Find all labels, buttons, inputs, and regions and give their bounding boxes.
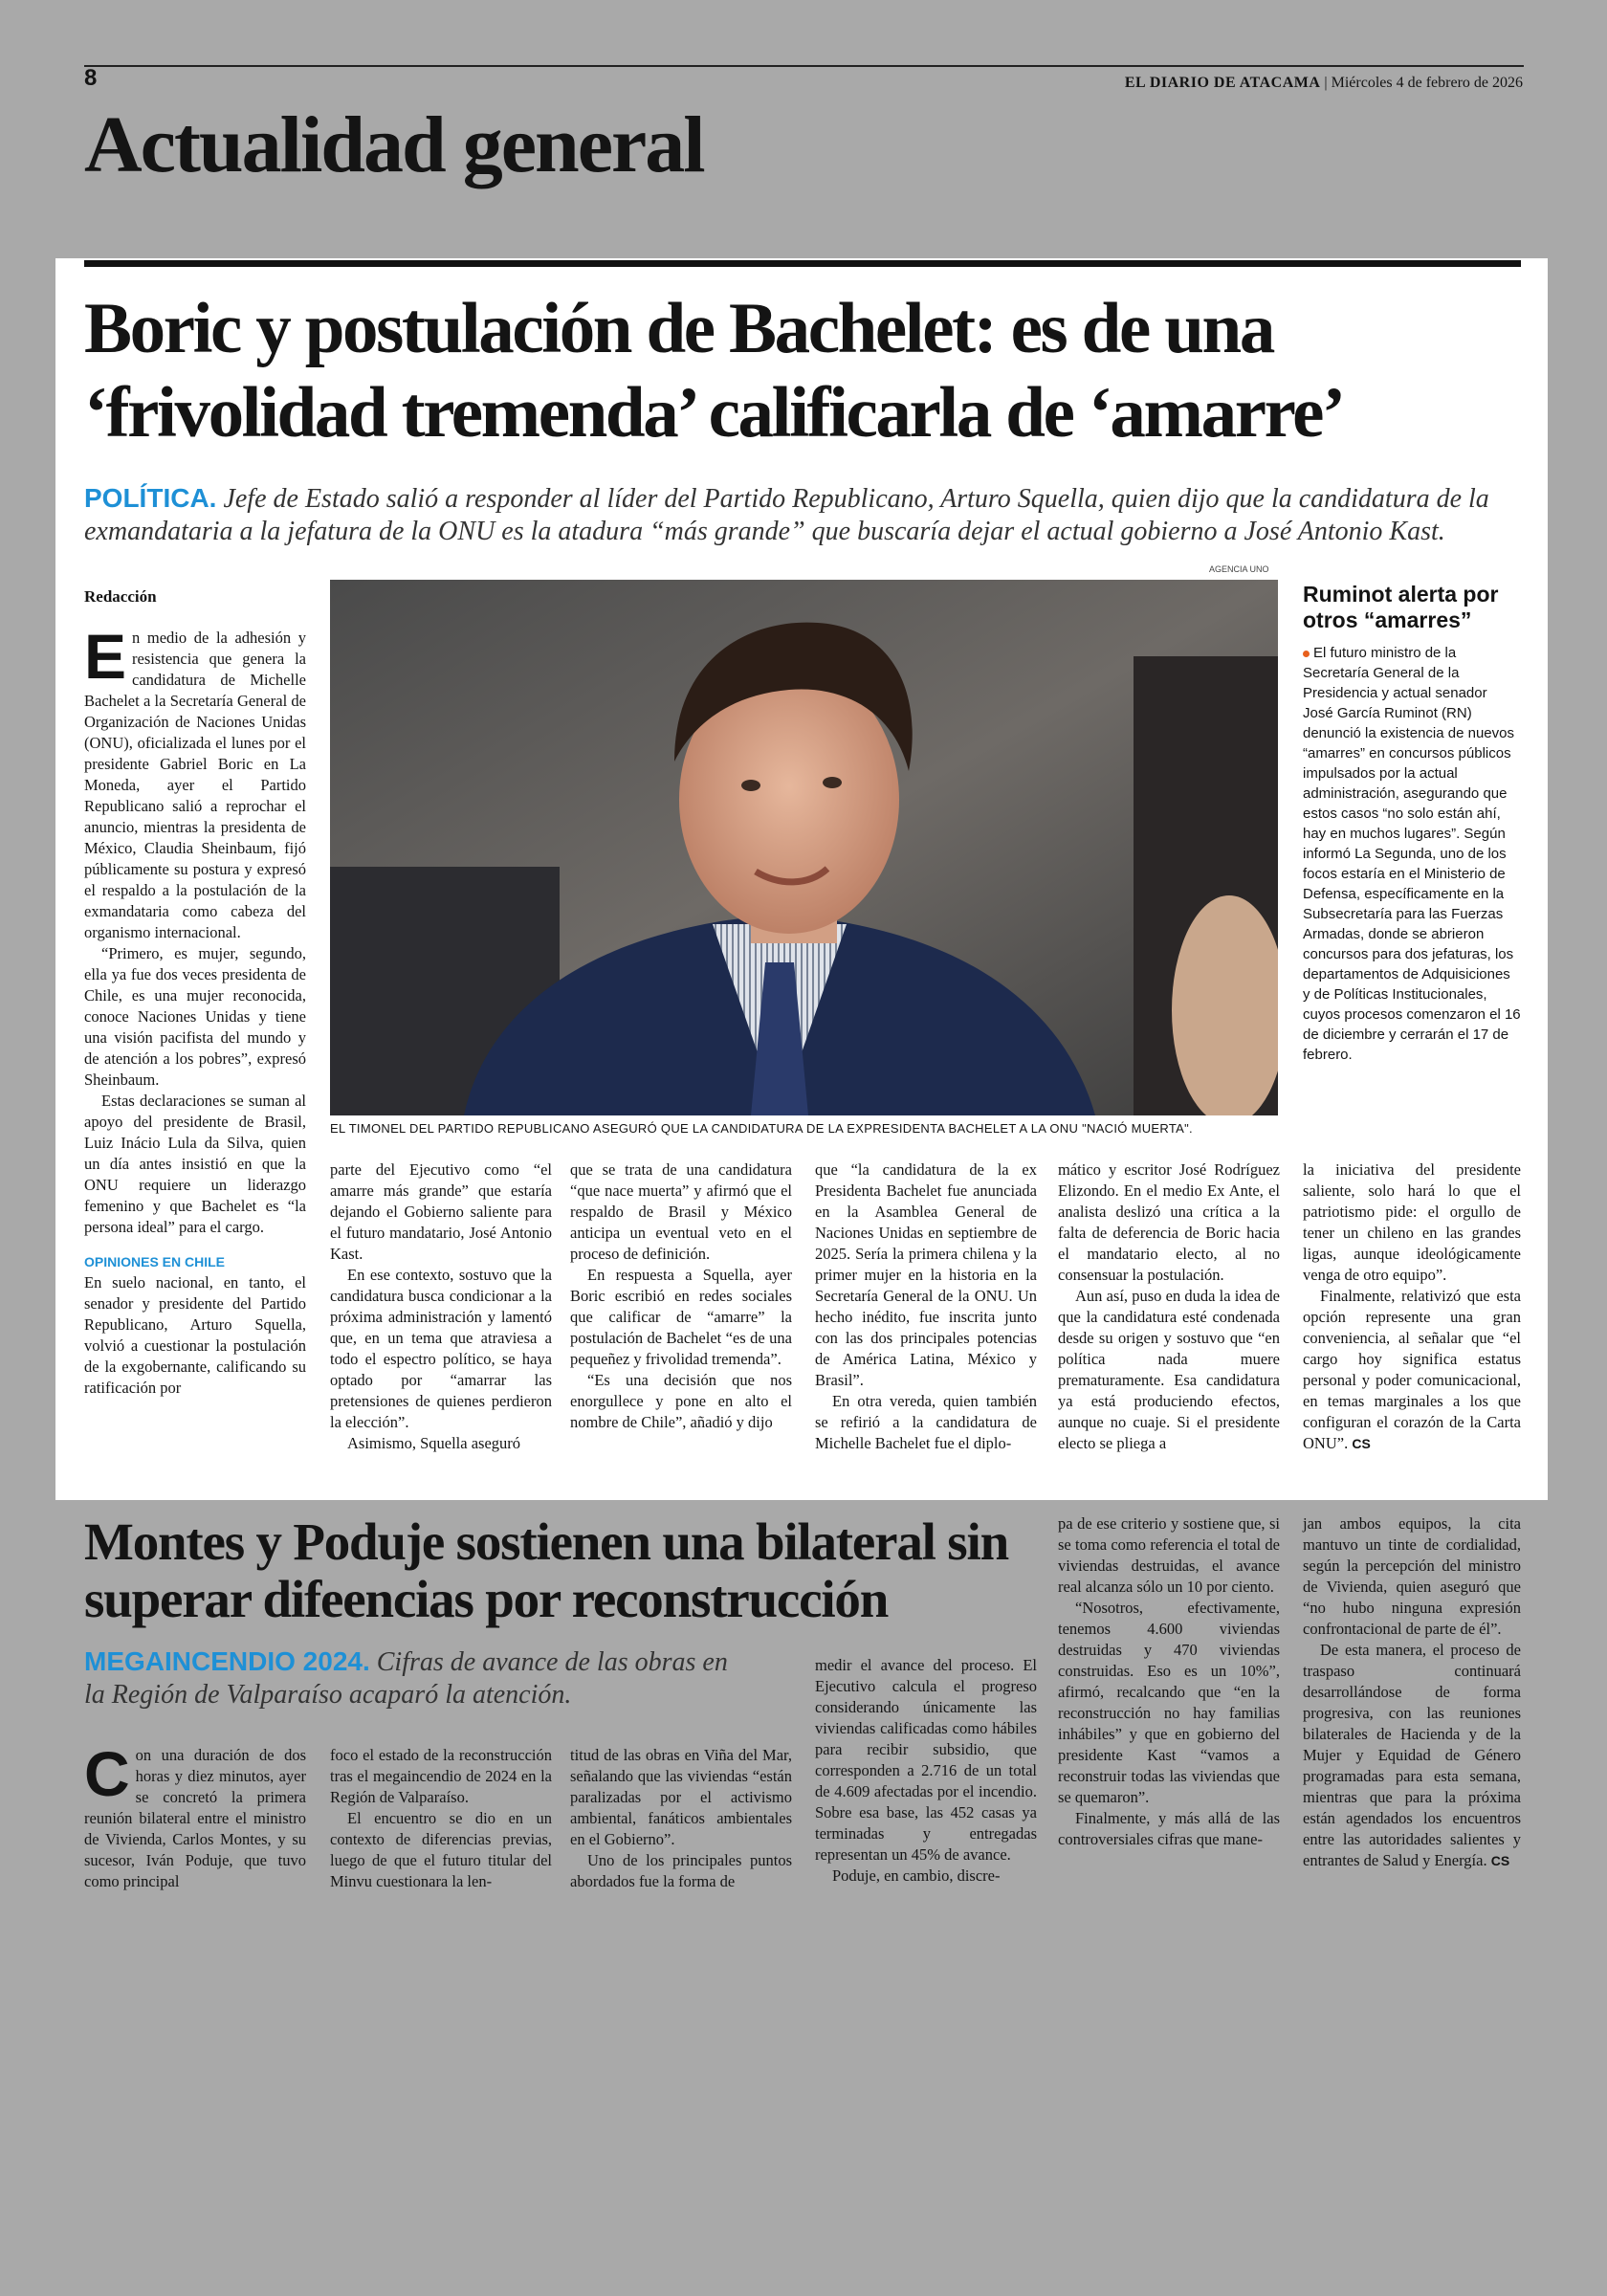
body-paragraph: Finalmente, y más allá de las controversiales cifras que mane- — [1058, 1809, 1280, 1848]
sidebar-box — [1303, 582, 1521, 1065]
body-paragraph: titud de las obras en Viña del Mar, señalando que las viviendas “están paralizadas por el activismo ambiental, fanáticos ambientales en el Gobierno”. — [570, 1746, 792, 1848]
body-paragraph: En respuesta a Squella, ayer Boric escribió en redes sociales que calificar de “amarre” la postulación de Bachelet “es de una pequeñez y frivolidad tremenda”. — [570, 1266, 792, 1368]
body-paragraph: medir el avance del proceso. El Ejecutivo calcula el progreso considerando únicamente las viviendas calificadas como hábiles para recibir subsidio, que corresponden a 2.716 de un total de 4.609 afectadas por el incendio. Sobre esa base, las 452 casas ya terminadas y entregadas representan un 45% de avance. — [815, 1656, 1037, 1864]
body-paragraph: n medio de la adhesión y resistencia que genera la candidatura de Michelle Bachelet a la Secretaría General de Organización de Naciones Unidas (ONU), oficializada el lunes por el presidente Gabriel Boric en La Moneda, ayer el Partido Republicano salió a reprochar el anuncio, mientras la presidenta de México, Claudia Sheinbaum, fijó públicamente su postura y expresó el respaldo a la postulación de la exmandataria como cabeza del organismo internacional. — [84, 629, 306, 941]
byline: Redacción — [84, 587, 157, 606]
second-article-column-4 — [815, 1655, 1037, 1887]
dropcap: E — [84, 621, 127, 692]
paper-name: EL DIARIO DE ATACAMA — [1124, 75, 1321, 91]
photo-illustration — [330, 580, 1278, 1115]
body-paragraph: la iniciativa del presidente saliente, solo hará lo que el patriotismo pide: el orgullo de tener un chileno en las grandes ligas, aunque ideológicamente venga de otro equipo”. — [1303, 1160, 1521, 1284]
article-lede — [84, 482, 1529, 548]
second-article-lede: MEGAINCENDIO 2024. Cifras de avance de las obras en la Región de Valparaíso acaparó la atención. — [84, 1646, 728, 1710]
second-article-headline: Montes y Poduje sostienen una bilateral sin superar difeencias por reconstrucción — [84, 1512, 1008, 1628]
article-lede-text: Jefe de Estado salió a responder al líder del Partido Republicano, Arturo Squella, quien dijo que la candidatura de la exmandataria a la jefatura de la ONU es la atadura “más grande” que buscaría dejar el actual gobierno a José Antonio Kast. — [84, 484, 1489, 546]
body-paragraph: on una duración de dos horas y diez minutos, ayer se concretó la primera reunión bilateral entre el ministro de Vivienda, Carlos Montes, y su sucesor, Iván Poduje, que tuvo como principal — [84, 1746, 306, 1890]
issue-date: Miércoles 4 de febrero de 2026 — [1331, 75, 1523, 91]
second-article-column-5 — [1058, 1513, 1280, 1850]
sidebar-title: Ruminot alerta por otros “amarres” — [1303, 582, 1499, 632]
masthead-rule — [84, 65, 1524, 67]
article-kicker: POLÍTICA. — [84, 483, 217, 513]
body-paragraph: “Es una decisión que nos enorgullece y pone en alto el nombre de Chile”, añadió y dijo — [570, 1371, 792, 1431]
dateline-separator: | — [1324, 75, 1328, 91]
end-mark: CS — [1352, 1436, 1371, 1451]
article-column-3 — [570, 1159, 792, 1433]
page-number: 8 — [84, 65, 98, 91]
body-paragraph: En ese contexto, sostuvo que la candidatura busca condicionar a la próxima administración y lamentó que, en un tema que atraviesa a todo el espectro político, se haya optado por “amarrar las pretensiones de quienes perdieron la elección”. — [330, 1266, 552, 1431]
body-paragraph: jan ambos equipos, la cita mantuvo un tinte de cordialidad, según la percepción del ministro de Vivienda, quien aseguró que “no hubo ninguna expresión confrontacional de parte de él”. — [1303, 1514, 1521, 1638]
second-article-column-1 — [84, 1738, 306, 1892]
second-article-column-3 — [570, 1745, 792, 1892]
section-title: Actualidad general — [84, 100, 704, 189]
article-column-4 — [815, 1159, 1037, 1454]
article-photo — [330, 580, 1278, 1115]
photo-credit: AGENCIA UNO — [1209, 564, 1269, 574]
body-paragraph: Asimismo, Squella aseguró — [347, 1434, 521, 1452]
bullet-dot-icon — [1303, 651, 1310, 657]
article-column-6 — [1303, 1159, 1521, 1454]
body-paragraph: Estas declaraciones se suman al apoyo del presidente de Brasil, Luiz Inácio Lula da Silva, quien un día antes insistió en que la ONU requiere un liderazgo femenino y que Bachelet es “la persona ideal” para el cargo. — [84, 1092, 306, 1236]
body-paragraph: En suelo nacional, en tanto, el senador y presidente del Partido Republicano, Arturo Squella, volvió a cuestionar la postulación de la exgobernante, calificando su ratificación por — [84, 1273, 306, 1397]
dateline — [1125, 75, 1523, 92]
body-paragraph: De esta manera, el proceso de traspaso continuará desarrollándose de forma progresiva, con las reuniones bilaterales de Hacienda y de la Mujer y Equidad de Género programadas para esta semana, mientras que para la próxima están agendados los encuentros entre las autoridades salientes y entrantes de Salud y Energía. CS — [1303, 1641, 1521, 1869]
body-paragraph: Uno de los principales puntos abordados fue la forma de — [570, 1851, 792, 1890]
second-article-kicker: MEGAINCENDIO 2024. — [84, 1646, 370, 1676]
article-column-5 — [1058, 1159, 1280, 1454]
article-headline: Boric y postulación de Bachelet: es de una ‘frivolidad tremenda’ calificarla de ‘amarre’ — [84, 289, 1344, 453]
second-article-column-6 — [1303, 1513, 1521, 1871]
article-top-rule — [84, 260, 1521, 267]
body-paragraph: foco el estado de la reconstrucción tras el megaincendio de 2024 en la Región de Valparaíso. — [330, 1746, 552, 1806]
body-paragraph: pa de ese criterio y sostiene que, si se toma como referencia el total de viviendas destruidas, el avance real alcanza sólo un 10 por ciento. — [1058, 1514, 1280, 1596]
body-paragraph: Aun así, puso en duda la idea de que la candidatura esté condenada desde su origen y sostuvo que “en política nada muere prematuramente. Esa candidatura ya está produciendo efectos, aunque no cuaje. Si el presidente electo se pliega a — [1058, 1287, 1280, 1452]
dropcap: C — [84, 1738, 130, 1809]
body-paragraph: mático y escritor José Rodríguez Elizondo. En el medio Ex Ante, el analista deslizó una crítica a la falta de deferencia de Boric hacia el mandatario electo, al no consensuar la postulación. — [1058, 1160, 1280, 1284]
body-paragraph: En otra vereda, quien también se refirió a la candidatura de Michelle Bachelet fue el diplo- — [815, 1392, 1037, 1452]
article-column-2 — [330, 1159, 552, 1454]
body-paragraph: “Primero, es mujer, segundo, ella ya fue dos veces presidenta de Chile, es una mujer reconocida, conoce Naciones Unidas y tiene una visión pacifista del mundo y de atención a los pobres”, expresó Sheinbaum. — [84, 944, 306, 1089]
second-article-column-2 — [330, 1745, 552, 1892]
body-paragraph: “Nosotros, efectivamente, tenemos 4.600 viviendas destruidas y 470 viviendas construidas. Eso es un 10%”, afirmó, recalcando que “en la reconstrucción no hay familias inhábiles” y que en gobierno del presidente Kast “vamos a reconstruir todas las viviendas que se quemaron”. — [1058, 1599, 1280, 1806]
sidebar-body: El futuro ministro de la Secretaría General de la Presidencia y actual senador José García Ruminot (RN) denunció la existencia de nuevos “amarres” en concursos públicos impulsados por la actual administración, asegurando que estos casos “no solo están ahí, hay en muchos lugares”. Según informó La Segunda, uno de los focos estaría en el Ministerio de Defensa, específicamente en la Subsecretaría para las Fuerzas Armadas, donde se abrieron concursos para dos jefaturas, los departamentos de Adquisiciones y de Políticas Institucionales, cuyos procesos comenzaron el 16 de diciembre y cerrarán el 17 de febrero. — [1303, 645, 1521, 1063]
subhead: OPINIONES EN CHILE — [84, 1254, 226, 1269]
body-paragraph: que “la candidatura de la ex Presidenta Bachelet fue anunciada en la Asamblea General de Naciones Unidas en septiembre de 2025. Sería la primera chilena y la primer mujer en la historia en la Secretaría General de la ONU. Un hecho inédito, fue inscrita junto con las dos principales potencias de América Latina, México y Brasil”. — [815, 1160, 1037, 1389]
body-paragraph: parte del Ejecutivo como “el amarre más grande” que estaría dejando el Gobierno saliente para el futuro mandatario, José Antonio Kast. — [330, 1160, 552, 1263]
body-paragraph: El encuentro se dio en un contexto de diferencias previas, luego de que el futuro titular del Minvu cuestionara la len- — [330, 1809, 552, 1890]
body-paragraph: que se trata de una candidatura “que nace muerta” y afirmó que el respaldo de Brasil y México anticipa un eventual veto en el proceso de definición. — [570, 1160, 792, 1263]
article-column-1 — [84, 621, 306, 1399]
end-mark: CS — [1490, 1853, 1510, 1868]
body-paragraph: Poduje, en cambio, discre- — [832, 1866, 1001, 1885]
photo-caption: EL TIMONEL DEL PARTIDO REPUBLICANO ASEGURÓ QUE LA CANDIDATURA DE LA EXPRESIDENTA BACHELET A LA ONU "NACIÓ MUERTA". — [330, 1121, 1193, 1136]
body-paragraph: Finalmente, relativizó que esta opción represente una gran conveniencia, al señalar que “el cargo hoy significa estatus personal y poder comunicacional, en temas marginales a los que configuran el corazón de la Carta ONU”. CS — [1303, 1287, 1521, 1452]
